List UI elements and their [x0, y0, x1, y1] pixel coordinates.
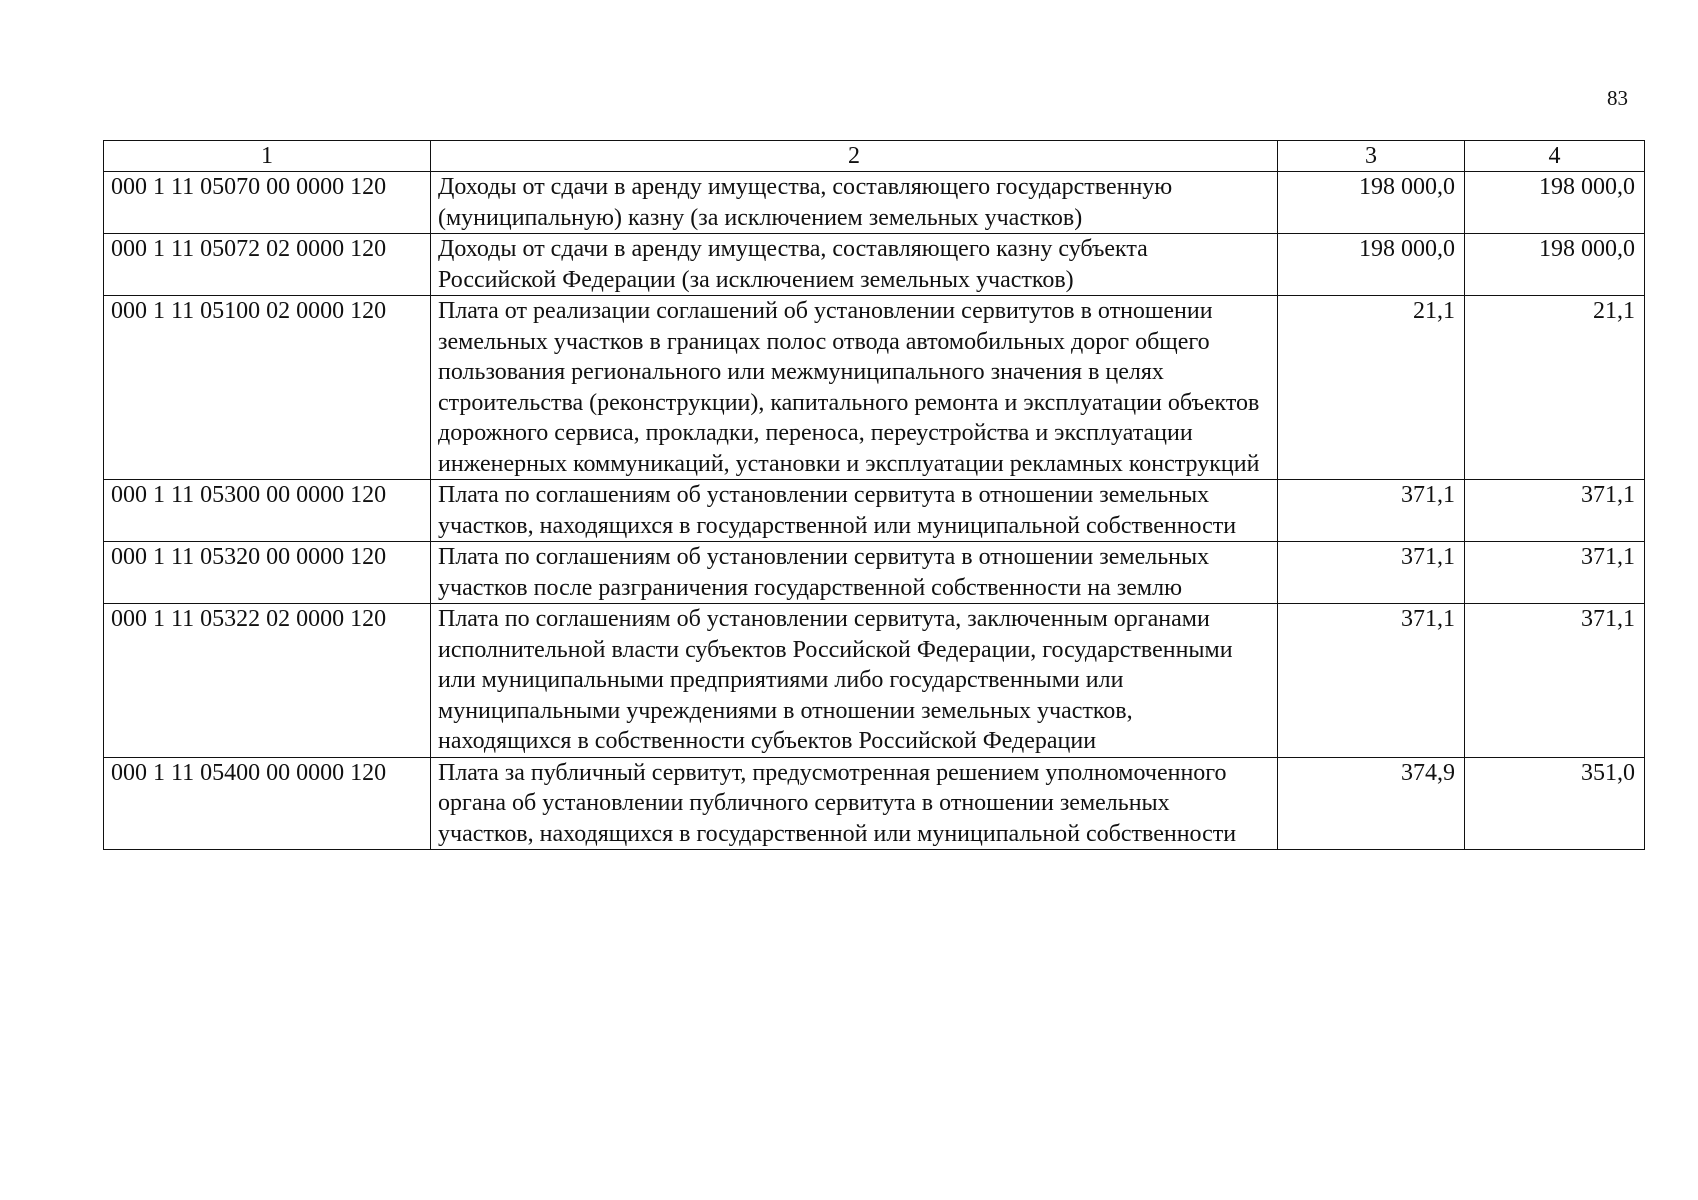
revenue-code: 000 1 11 05072 02 0000 120	[104, 234, 431, 296]
revenue-code: 000 1 11 05400 00 0000 120	[104, 757, 431, 850]
revenue-code: 000 1 11 05100 02 0000 120	[104, 296, 431, 480]
table-row	[104, 172, 1645, 234]
revenue-name: Доходы от сдачи в аренду имущества, составляющего государственную (муниципальную) казну (за исключением земельных участков)	[431, 172, 1278, 234]
revenue-code: 000 1 11 05322 02 0000 120	[104, 604, 431, 758]
table-row	[104, 296, 1645, 480]
value-column-4: 198 000,0	[1465, 234, 1645, 296]
revenue-name: Плата от реализации соглашений об установлении сервитутов в отношении земельных участков в границах полос отвода автомобильных дорог общего пользования регионального или межмуниципального значения в целях строительства (реконструкции), капитального ремонта и эксплуатации объектов дорожного сервиса, прокладки, переноса, переустройства и эксплуатации инженерных коммуникаций, установки и эксплуатации рекламных конструкций	[431, 296, 1278, 480]
revenue-name: Плата по соглашениям об установлении сервитута в отношении земельных участков, находящихся в государственной или муниципальной собственности	[431, 480, 1278, 542]
table-row	[104, 604, 1645, 758]
value-column-3: 371,1	[1278, 480, 1465, 542]
column-header-1: 1	[104, 141, 431, 172]
table-row	[104, 480, 1645, 542]
revenue-name: Плата по соглашениям об установлении сервитута, заключенным органами исполнительной власти субъектов Российской Федерации, государственными или муниципальными предприятиями либо государственными или муниципальными учреждениями в отношении земельных участков, находящихся в собственности субъектов Российской Федерации	[431, 604, 1278, 758]
value-column-4: 371,1	[1465, 604, 1645, 758]
value-column-3: 198 000,0	[1278, 172, 1465, 234]
revenue-name: Доходы от сдачи в аренду имущества, составляющего казну субъекта Российской Федерации (за исключением земельных участков)	[431, 234, 1278, 296]
column-header-4: 4	[1465, 141, 1645, 172]
value-column-3: 198 000,0	[1278, 234, 1465, 296]
value-column-3: 374,9	[1278, 757, 1465, 850]
value-column-3: 371,1	[1278, 542, 1465, 604]
table-row	[104, 234, 1645, 296]
revenue-name: Плата по соглашениям об установлении сервитута в отношении земельных участков после разграничения государственной собственности на землю	[431, 542, 1278, 604]
value-column-4: 21,1	[1465, 296, 1645, 480]
value-column-4: 371,1	[1465, 480, 1645, 542]
page-number: 83	[1607, 86, 1628, 110]
revenue-code: 000 1 11 05320 00 0000 120	[104, 542, 431, 604]
value-column-3: 371,1	[1278, 604, 1465, 758]
column-header-3: 3	[1278, 141, 1465, 172]
revenue-name: Плата за публичный сервитут, предусмотренная решением уполномоченного органа об установлении публичного сервитута в отношении земельных участков, находящихся в государственной или муниципальной собственности	[431, 757, 1278, 850]
table-row	[104, 542, 1645, 604]
value-column-4: 351,0	[1465, 757, 1645, 850]
value-column-4: 371,1	[1465, 542, 1645, 604]
column-header-2: 2	[431, 141, 1278, 172]
budget-revenue-table	[103, 140, 1645, 850]
value-column-4: 198 000,0	[1465, 172, 1645, 234]
revenue-code: 000 1 11 05070 00 0000 120	[104, 172, 431, 234]
table-header-row	[104, 141, 1645, 172]
table-row	[104, 757, 1645, 850]
revenue-code: 000 1 11 05300 00 0000 120	[104, 480, 431, 542]
value-column-3: 21,1	[1278, 296, 1465, 480]
